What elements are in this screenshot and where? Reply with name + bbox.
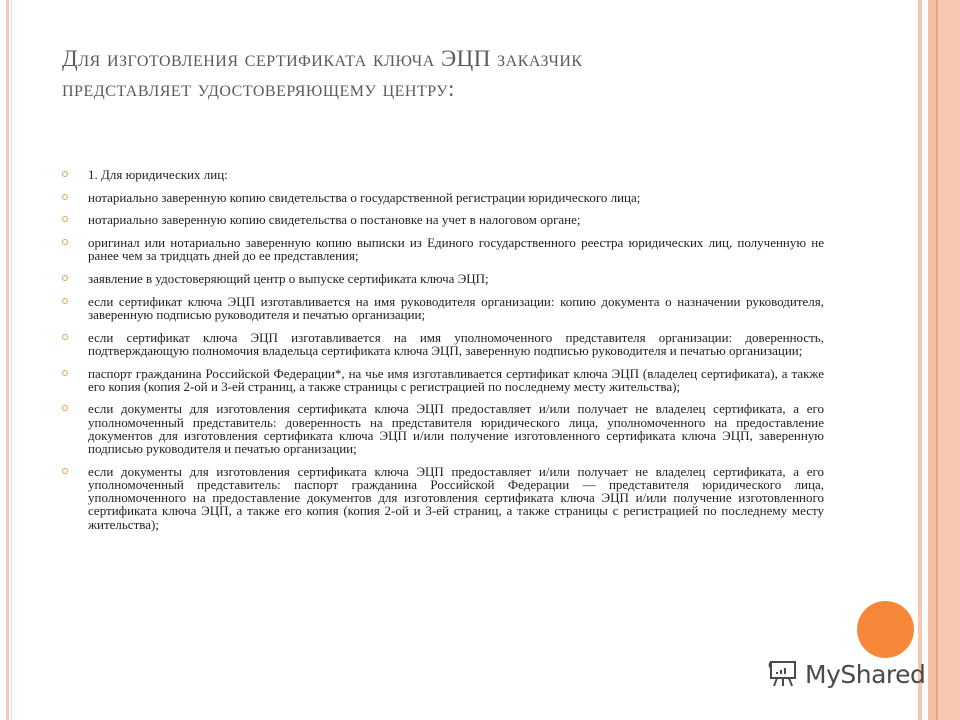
presentation-board-icon bbox=[767, 656, 799, 693]
slide-title-line-1: Для изготовления сертификата ключа ЭЦП заказчик bbox=[62, 46, 583, 71]
list-item-text: если документы для изготовления сертификата ключа ЭЦП предоставляет и/или получает не владелец сертификата, а его уполномоченный представитель: доверенность на представителя юридического лица, уполномоченного на предоставление документов для изготовления сертификата ключа ЭЦП и/или получение изготовленного сертификата ключа ЭЦП, заверенную подписью руководителя и печатью организации; bbox=[88, 401, 824, 457]
slide-title bbox=[62, 44, 882, 104]
bullet-icon bbox=[62, 298, 68, 304]
list-item bbox=[62, 465, 824, 531]
list-item bbox=[62, 295, 824, 321]
bullet-icon bbox=[62, 275, 68, 281]
list-item-text: если документы для изготовления сертификата ключа ЭЦП предоставляет и/или получает не владелец сертификата, а его уполномоченный представитель: паспорт гражданина Российской Федерации — представителя юридического лица, уполномоченного на предоставление документов для изготовления сертификата ключа ЭЦП и/или получение изготовленного сертификата ключа ЭЦП, а также его копия (копия 2-ой и 3-ей страниц, а также страницы с регистрацией по последнему месту жительства); bbox=[88, 463, 824, 532]
bullet-icon bbox=[62, 334, 68, 340]
left-border-inner bbox=[11, 0, 12, 720]
list-item bbox=[62, 331, 824, 357]
myshared-logo bbox=[767, 656, 925, 693]
list-item-text: паспорт гражданина Российской Федерации*, на чье имя изготавливается сертификат ключа ЭЦП (владелец сертификата), а также его копия (копия 2-ой и 3-ей страниц, а также страницы с регистрацией по последнему месту жительства); bbox=[88, 365, 824, 394]
bullet-icon bbox=[62, 171, 68, 177]
list-item-text: заявление в удостоверяющий центр о выпуске сертификата ключа ЭЦП; bbox=[88, 271, 489, 287]
watermark-text: MyShared bbox=[805, 660, 926, 689]
list-item-text: если сертификат ключа ЭЦП изготавливается на имя уполномоченного представителя организации: доверенность, подтверждающую полномочия владельца сертификата ключа ЭЦП, заверенную подписью руководителя и печатью организации; bbox=[88, 329, 824, 358]
list-item bbox=[62, 213, 824, 226]
list-item bbox=[62, 367, 824, 393]
list-item bbox=[62, 236, 824, 262]
slide-title-line-2: представляет удостоверяющему центру: bbox=[62, 76, 455, 101]
bullet-icon bbox=[62, 370, 68, 376]
bullet-icon bbox=[62, 239, 68, 245]
bullet-icon bbox=[62, 216, 68, 222]
list-item-text: 1. Для юридических лиц: bbox=[88, 167, 228, 182]
bullet-icon bbox=[62, 468, 68, 474]
left-border bbox=[6, 0, 9, 720]
list-item bbox=[62, 272, 824, 285]
list-item bbox=[62, 402, 824, 455]
list-item-text: нотариально заверенную копию свидетельства о постановке на учет в налоговом органе; bbox=[88, 212, 581, 228]
list-item bbox=[62, 191, 824, 204]
right-decorative-stripes bbox=[918, 0, 960, 720]
decorative-orange-circle bbox=[857, 601, 914, 658]
requirements-list bbox=[62, 168, 824, 540]
list-item-text: нотариально заверенную копию свидетельства о государственной регистрации юридического лица; bbox=[88, 189, 641, 205]
list-item-text: если сертификат ключа ЭЦП изготавливается на имя руководителя организации: копию документа о назначении руководителя, заверенную подписью руководителя и печатью организации; bbox=[88, 293, 824, 322]
list-item-text: оригинал или нотариально заверенную копию выписки из Единого государственного реестра юридических лиц, полученную не ранее чем за тридцать дней до ее представления; bbox=[88, 235, 824, 264]
list-item bbox=[62, 168, 824, 181]
bullet-icon bbox=[62, 405, 68, 411]
bullet-icon bbox=[62, 194, 68, 200]
